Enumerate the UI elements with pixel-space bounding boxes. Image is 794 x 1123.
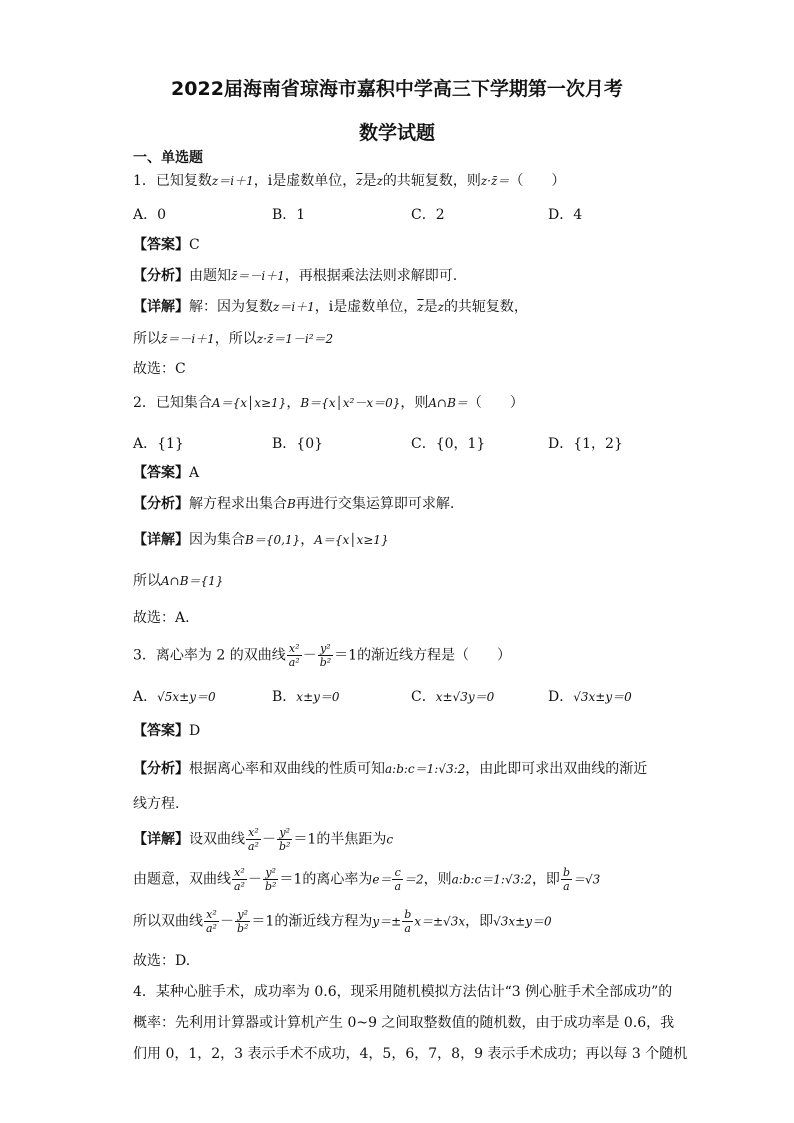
- q2-option-d: D．{1，2}: [548, 436, 623, 452]
- q1-stem: 1．已知复数z＝i＋1，i是虚数单位，$\overline{z}$是z的共轭复数，则z·z̄＝（ ）: [133, 173, 566, 189]
- q3-option-a: A．√5x±y＝0: [133, 689, 216, 705]
- q4-line-2: 概率：先利用计算器或计算机产生 0~9 之间取整数值的随机数，由于成功率是 0.6，我: [133, 1015, 675, 1031]
- q3-stem: 3．离心率为 2 的双曲线 $\frac{\text{x²}}{\text{a²}}$ － $\frac{\text{y²}}{\text{b²}}$ ＝1的渐近线方程是（ ）: [133, 642, 512, 669]
- q3-option-b: B．x±y＝0: [272, 689, 340, 705]
- q2-choose: 故选：A.: [133, 610, 190, 626]
- q1-answer: 【答案】C: [133, 237, 200, 253]
- q2-stem: 2．已知集合A＝{x│x≥1}，B＝{x│x²－x＝0}，则A∩B＝（ ）: [133, 395, 524, 411]
- q2-answer: 【答案】A: [133, 465, 200, 481]
- q1-option-b: B．1: [272, 207, 306, 223]
- section-heading: 一、单选题: [133, 150, 203, 166]
- q3-option-d: D．√3x±y＝0: [548, 689, 632, 705]
- q1-detail: 【详解】解：因为复数z＝i＋1，i是虚数单位，$\overline{z}$是z的共轭复数，: [133, 299, 528, 315]
- q4-line-1: 4．某种心脏手术，成功率为 0.6，现采用随机模拟方法估计“3 例心脏手术全部成功”的: [133, 984, 673, 1000]
- q3-choose: 故选：D.: [133, 953, 191, 969]
- q1-option-d: D．4: [548, 207, 583, 223]
- q2-option-b: B．{0}: [272, 436, 324, 452]
- q3-analysis: 【分析】根据离心率和双曲线的性质可知a:b:c＝1:√3:2，由此即可求出双曲线的渐近: [133, 761, 648, 777]
- q3-option-c: C．x±√3y＝0: [411, 689, 495, 705]
- q1-option-a: A．0: [133, 207, 167, 223]
- q2-detail: 【详解】因为集合B＝{0,1}，A＝{x│x≥1}: [133, 532, 389, 548]
- hyperbola-frac-y: $\frac{\text{y²}}{\text{b²}}$: [319, 642, 332, 669]
- q3-detail: 【详解】设双曲线 $\frac{\text{x²}}{\text{a²}}$ － $\frac{\text{y²}}{\text{b²}}$ ＝1的半焦距为c: [133, 826, 394, 853]
- q2-option-c: C．{0，1}: [411, 436, 486, 452]
- q2-so: 所以A∩B＝{1}: [133, 573, 224, 589]
- q3-detail-line3: 所以双曲线 $\frac{\text{x²}}{\text{a²}}$ － $\frac{\text{y²}}{\text{b²}}$ ＝1的渐近线方程为y＝± $\frac{b}{a}$ x＝±√3x，即√3x±y＝0: [133, 908, 552, 935]
- q4-line-3: 们用 0，1，2，3 表示手术不成功，4，5，6，7，8，9 表示手术成功；再以每 3 个随机: [133, 1046, 688, 1062]
- hyperbola-frac-x: $\frac{\text{x²}}{\text{a²}}$: [288, 642, 300, 669]
- doc-subtitle: 数学试题: [358, 122, 435, 144]
- q1-option-c: C．2: [411, 207, 445, 223]
- q1-analysis: 【分析】由题知z̄＝－i＋1，再根据乘法法则求解即可.: [133, 268, 458, 284]
- q3-answer: 【答案】D: [133, 723, 201, 739]
- q3-analysis-cont: 线方程.: [133, 796, 180, 812]
- q1-choose: 故选：C: [133, 361, 186, 377]
- q2-option-a: A．{1}: [133, 436, 184, 452]
- q2-analysis: 【分析】解方程求出集合B再进行交集运算即可求解.: [133, 496, 455, 512]
- q3-detail-line2: 由题意，双曲线 $\frac{\text{x²}}{\text{a²}}$ － $\frac{\text{y²}}{\text{b²}}$ ＝1的离心率为e＝ $\frac{c}{a}$ ＝2，则a:b:c＝1:√3:2，即 $\frac{b}{a}$ ＝√3: [133, 866, 601, 893]
- q1-so: 所以z̄＝－i＋1，所以z·z̄＝1－i²＝2: [133, 331, 334, 347]
- doc-title: 2022届海南省琼海市嘉积中学高三下学期第一次月考: [171, 78, 623, 100]
